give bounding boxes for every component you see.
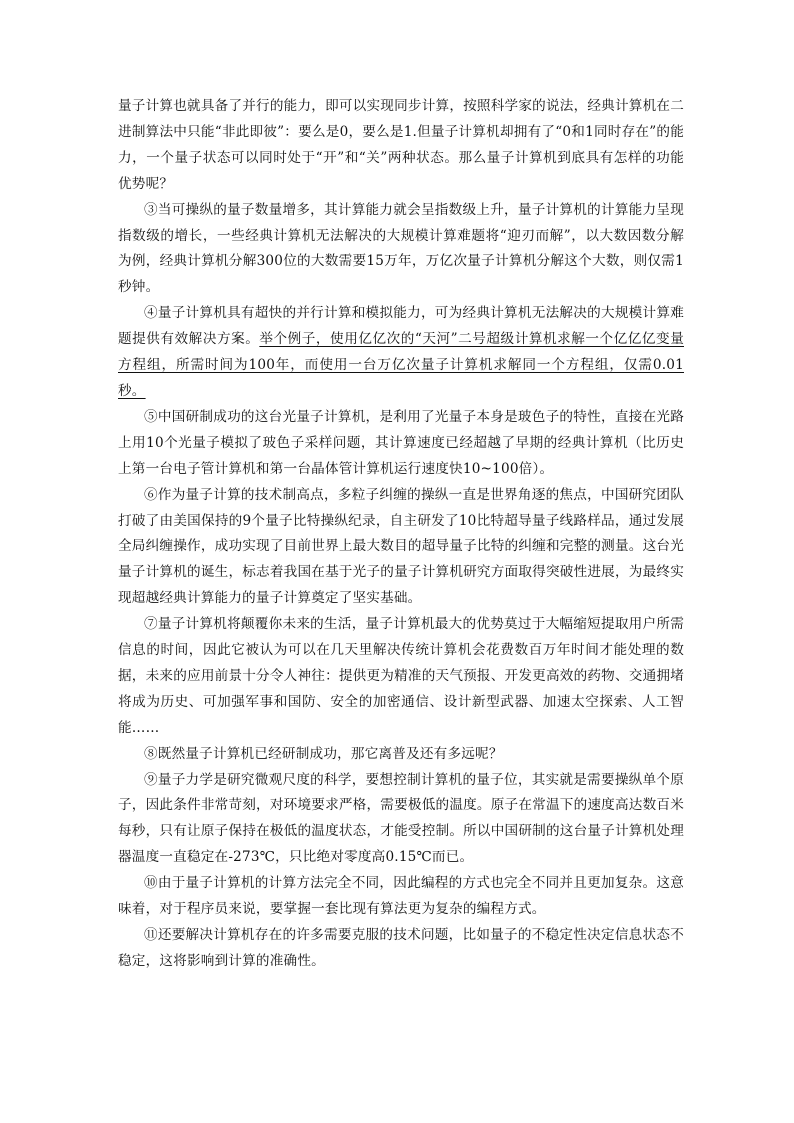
paragraph-5: ⑤中国研制成功的这台光量子计算机，是利用了光量子本身是玻色子的特性，直接在光路上用10个光量子模拟了玻色子采样问题，其计算速度已经超越了早期的经典计算机（比历史上第一台电子管计算机和第一台晶体管计算机运行速度快10~100倍）。 [118,408,684,477]
paragraph-4-lead: ④量子计算机具有超快的并行计算和模拟能力，可为经典计算机无法解决的大规模计算难题提供有效解决方案。 [118,305,684,348]
document-body [118,94,684,975]
paragraph-continuation: 量子计算也就具备了并行的能力，即可以实现同步计算，按照科学家的说法，经典计算机在二进制算法中只能“非此即彼”：要么是0，要么是1.但量子计算机却拥有了“0和1同时存在”的能力，一个量子状态可以同时处于“开”和“关”两种状态。那么量子计算机到底具有怎样的功能优势呢？ [118,98,684,192]
paragraph-4-underlined-example: 举个例子，使用亿亿次的“天河”二号超级计算机求解一个亿亿亿变量方程组，所需时间为100年，而使用一台万亿次量子计算机求解同一个方程组，仅需0.01秒。 [118,331,684,399]
paragraph-4 [118,301,684,405]
paragraph-11: ⑪还要解决计算机存在的许多需要克服的技术问题，比如量子的不稳定性决定信息状态不稳定，这将影响到计算的准确性。 [118,927,684,969]
paragraph-8: ⑧既然量子计算机已经研制成功，那它离普及还有多远呢？ [144,745,503,762]
paragraph-3: ③当可操纵的量子数量增多，其计算能力就会呈指数级上升，量子计算机的计算能力呈现指数级的增长，一些经典计算机无法解决的大规模计算难题将“迎刃而解”，以大数因数分解为例，经典计算机分解300位的大数需要15万年，万亿次量子计算机分解这个大数，则仅需1秒钟。 [118,201,684,296]
paragraph-7: ⑦量子计算机将颠覆你未来的生活，量子计算机最大的优势莫过于大幅缩短提取用户所需信息的时间，因此它被认为可以在几天里解决传统计算机会花费数百万年时间才能处理的数据，未来的应用前景十分令人神往：提供更为精准的天气预报、开发更高效的药物、交通拥堵将成为历史、可加强军事和国防、安全的加密通信、设计新型武器、加速太空探索、人工智能…… [118,616,684,736]
paragraph-6: ⑥作为量子计算的技术制高点，多粒子纠缠的操纵一直是世界角逐的焦点，中国研究团队打破了由美国保持的9个量子比特操纵纪录，自主研发了10比特超导量子线路样品，通过发展全局纠缠操作，成功实现了目前世界上最大数目的超导量子比特的纠缠和完整的测量。这台光量子计算机的诞生，标志着我国在基于光子的量子计算机研究方面取得突破性进展，为最终实现超越经典计算能力的量子计算奠定了坚实基础。 [118,486,684,607]
paragraph-9: ⑨量子力学是研究微观尺度的科学，要想控制计算机的量子位，其实就是需要操纵单个原子，因此条件非常苛刻，对环境要求严格，需要极低的温度。原子在常温下的速度高达数百米每秒，只有让原子保持在极低的温度状态，才能受控制。所以中国研制的这台量子计算机处理器温度一直稳定在-273℃，只比绝对零度高0.15℃而已。 [118,771,684,866]
paragraph-10: ⑩由于量子计算机的计算方法完全不同，因此编程的方式也完全不同并且更加复杂。这意味着，对于程序员来说，要掌握一套比现有算法更为复杂的编程方式。 [118,875,684,918]
